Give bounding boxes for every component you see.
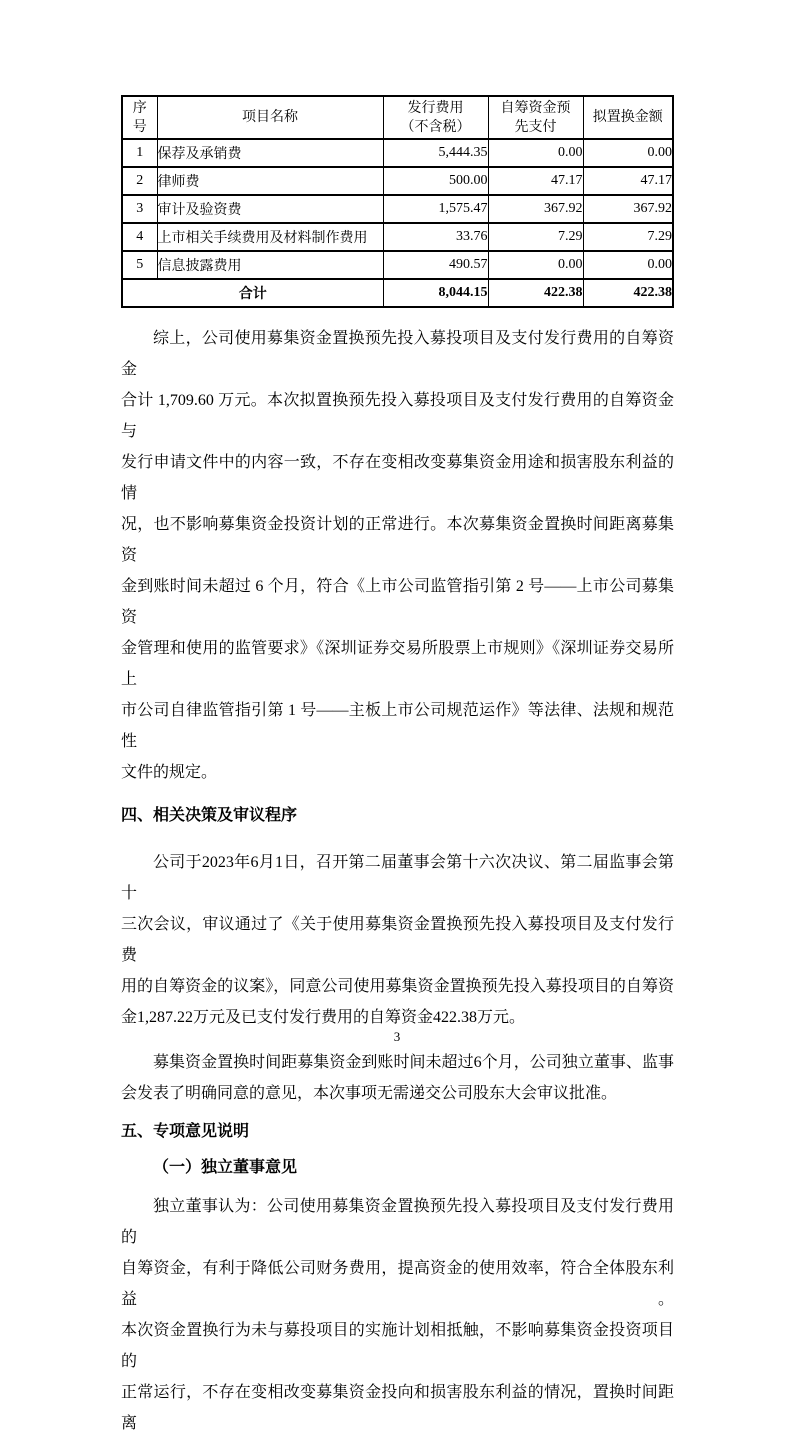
col-header-self-paid-line2: 先支付: [514, 119, 557, 135]
text-line: 用的自筹资金的议案》，同意公司使用募集资金置换预先投入募投项目的自筹资: [121, 978, 674, 995]
col-header-seq-line2: 号: [132, 119, 147, 135]
cell-total-fee: 8,044.15: [383, 279, 488, 307]
col-header-self-paid: [488, 96, 583, 139]
col-header-seq-line1: 序: [132, 100, 147, 116]
text-line: 况，也不影响募集资金投资计划的正常进行。本次募集资金置换时间距离募集资: [121, 516, 674, 564]
cell-total-self: 422.38: [488, 279, 583, 307]
cell-self: 367.92: [488, 195, 583, 223]
text-line: 金1,287.22万元及已支付发行费用的自筹资金422.38万元。: [121, 1009, 526, 1026]
cell-fee: 33.76: [383, 223, 488, 251]
cell-name: 上市相关手续费用及材料制作费用: [157, 223, 383, 251]
paragraph-replacement-timing: [121, 1047, 674, 1109]
table-row: [122, 195, 673, 223]
text-line: 自筹资金，有利于降低公司财务费用，提高资金的使用效率，符合全体股东利益。: [121, 1260, 674, 1308]
cell-name: 律师费: [157, 167, 383, 195]
table-row: [122, 223, 673, 251]
subsection-heading-independent-directors: （一）独立董事意见: [153, 1159, 298, 1176]
text-line: 会发表了明确同意的意见，本次事项无需递交公司股东大会审议批准。: [121, 1085, 618, 1102]
cell-self: 7.29: [488, 223, 583, 251]
col-header-item-name: 项目名称: [157, 96, 383, 139]
text-line: 公司于2023年6月1日，召开第二届董事会第十六次决议、第二届监事会第十: [121, 854, 674, 902]
page-number: 3: [393, 1029, 401, 1044]
text-line: 文件的规定。: [121, 764, 218, 781]
cell-seq: 2: [122, 167, 157, 195]
table-row: [122, 139, 673, 167]
text-line: 发行申请文件中的内容一致，不存在变相改变募集资金用途和损害股东利益的情: [121, 454, 674, 502]
cell-name: 审计及验资费: [157, 195, 383, 223]
paragraph-summary: [121, 323, 674, 788]
col-header-seq: [122, 96, 157, 139]
text-line: 本次资金置换行为未与募投项目的实施计划相抵触，不影响募集资金投资项目的: [121, 1322, 674, 1370]
section-heading-special-opinions: 五、专项意见说明: [121, 1123, 250, 1140]
cell-seq: 4: [122, 223, 157, 251]
cell-replace: 7.29: [583, 223, 673, 251]
cell-replace: 0.00: [583, 251, 673, 279]
cell-fee: 490.57: [383, 251, 488, 279]
text-line: 金管理和使用的监管要求》《深圳证券交易所股票上市规则》《深圳证券交易所上: [121, 640, 674, 688]
cell-replace: 367.92: [583, 195, 673, 223]
col-header-issue-fee-line2: （不含税）: [400, 119, 471, 135]
table-header-row: [122, 96, 673, 139]
cell-total-replace: 422.38: [583, 279, 673, 307]
cell-name: 信息披露费用: [157, 251, 383, 279]
table-row: [122, 251, 673, 279]
cell-self: 47.17: [488, 167, 583, 195]
cell-fee: 5,444.35: [383, 139, 488, 167]
fee-table: [121, 95, 674, 308]
page-content: [121, 95, 674, 1439]
cell-total-label: 合计: [122, 279, 383, 307]
cell-seq: 1: [122, 139, 157, 167]
text-line: 金到账时间未超过 6 个月，符合《上市公司监管指引第 2 号——上市公司募集资: [121, 578, 674, 626]
cell-seq: 3: [122, 195, 157, 223]
cell-fee: 1,575.47: [383, 195, 488, 223]
cell-fee: 500.00: [383, 167, 488, 195]
cell-self: 0.00: [488, 139, 583, 167]
text-line: 正常运行，不存在变相改变募集资金投向和损害股东利益的情况，置换时间距离: [121, 1384, 674, 1432]
cell-name: 保荐及承销费: [157, 139, 383, 167]
text-line: 募集资金置换时间距募集资金到账时间未超过6个月，公司独立董事、监事: [153, 1054, 674, 1071]
col-header-issue-fee: [383, 96, 488, 139]
cell-self: 0.00: [488, 251, 583, 279]
cell-replace: 47.17: [583, 167, 673, 195]
section-heading-decision-procedure: 四、相关决策及审议程序: [121, 807, 298, 824]
paragraph-decision: [121, 847, 674, 1033]
text-line: 独立董事认为：公司使用募集资金置换预先投入募投项目及支付发行费用的: [121, 1198, 674, 1246]
text-line: 综上，公司使用募集资金置换预先投入募投项目及支付发行费用的自筹资金: [121, 330, 674, 378]
cell-seq: 5: [122, 251, 157, 279]
cell-replace: 0.00: [583, 139, 673, 167]
text-line: 合计 1,709.60 万元。本次拟置换预先投入募投项目及支付发行费用的自筹资金与: [121, 392, 674, 440]
paragraph-independent-directors-opinion: [121, 1191, 674, 1439]
col-header-replace-amount: 拟置换金额: [583, 96, 673, 139]
text-line: 市公司自律监管指引第 1 号——主板上市公司规范运作》等法律、法规和规范性: [121, 702, 674, 750]
text-line: 三次会议，审议通过了《关于使用募集资金置换预先投入募投项目及支付发行费: [121, 916, 674, 964]
col-header-self-paid-line1: 自筹资金预: [500, 100, 571, 116]
table-total-row: [122, 279, 673, 307]
table-row: [122, 167, 673, 195]
col-header-issue-fee-line1: 发行费用: [407, 100, 464, 116]
